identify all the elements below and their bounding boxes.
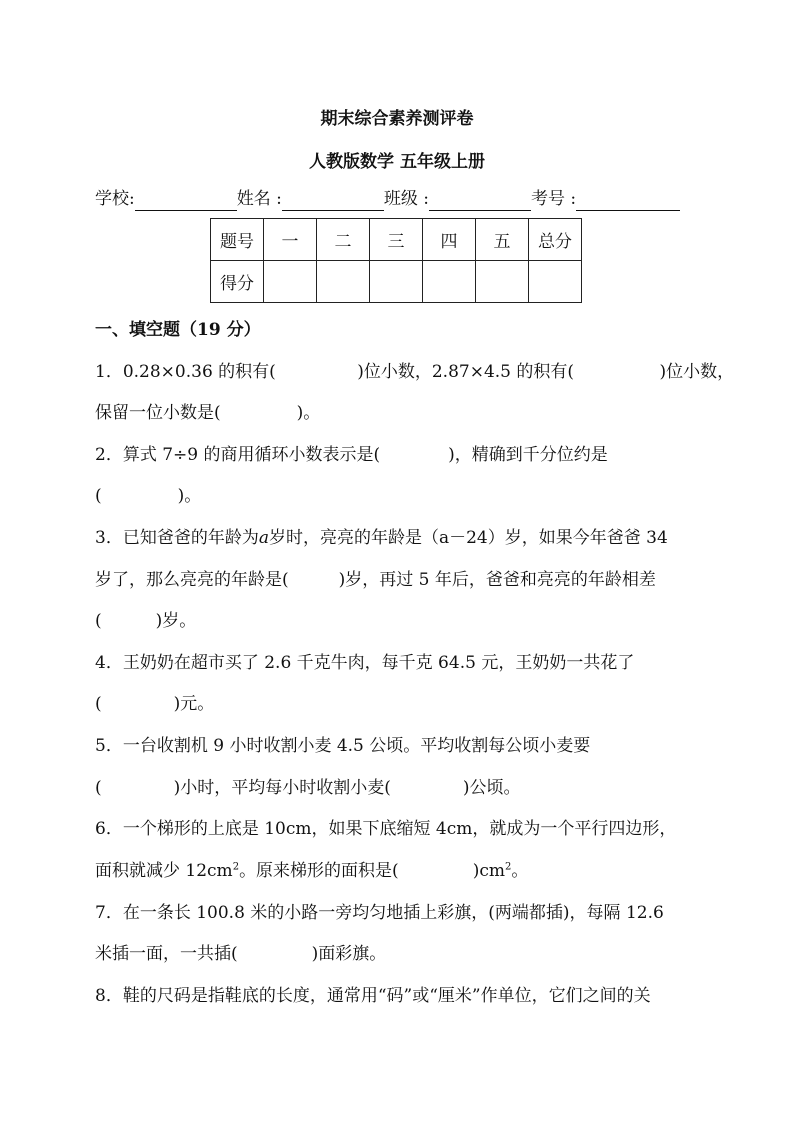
q2-text-a: 2．算式 7÷9 的商用循环小数表示是(: [95, 445, 381, 465]
student-info-row: [95, 187, 705, 211]
question-3-line-3: [95, 606, 196, 631]
question-7-line-2: [95, 939, 386, 964]
q3-text-e: (: [95, 611, 102, 631]
name-field: [237, 187, 384, 211]
q1-text-b: )位小数，2.87×4.5 的积有(: [357, 362, 575, 382]
class-label: 班级 :: [383, 189, 430, 209]
q3-variable: a: [258, 528, 269, 548]
question-8-line-1: 8．鞋的尺码是指鞋底的长度，通常用“码”或“厘米”作单位，它们之间的关: [95, 986, 651, 1006]
q3-text-f: )岁。: [155, 611, 197, 631]
class-blank[interactable]: [429, 190, 531, 211]
q6-superscript-2: 2: [504, 861, 512, 873]
q5-text-a: (: [95, 778, 102, 798]
question-2-line-1: [95, 440, 608, 465]
question-3-line-1: [95, 523, 668, 548]
question-3-line-2: [95, 565, 656, 590]
q4-text-a: (: [95, 694, 102, 714]
header-cell-3: 三: [370, 219, 423, 261]
q6-text-b: 。原来梯形的面积是(: [239, 861, 399, 881]
score-table: [210, 218, 582, 303]
q1-text-c: )位小数，: [659, 362, 735, 382]
q3-text-c: 岁了，那么亮亮的年龄是(: [95, 570, 289, 590]
header-cell-1: 一: [264, 219, 317, 261]
score-table-score-row: [211, 261, 582, 303]
q2-text-b: )，精确到千分位约是: [448, 445, 608, 465]
question-1-line-1: [95, 357, 735, 382]
q7-text-a: 米插一面，一共插(: [95, 944, 238, 964]
score-row-label: 得分: [211, 261, 264, 303]
q3-text-a: 3．已知爸爸的年龄为: [95, 528, 259, 548]
q1-text-e: )。: [296, 403, 321, 423]
q3-text-d: )岁，再过 5 年后，爸爸和亮亮的年龄相差: [338, 570, 656, 590]
q6-text-d: 。: [511, 861, 529, 881]
header-cell-2: 二: [317, 219, 370, 261]
q2-text-c: (: [95, 486, 102, 506]
q5-text-b: )小时，平均每小时收割小麦(: [173, 778, 391, 798]
q1-text-d: 保留一位小数是(: [95, 403, 221, 423]
section-1-heading: 一、填空题（19 分）: [95, 320, 261, 340]
header-cell-question-no: 题号: [211, 219, 264, 261]
exam-subtitle: 人教版数学 五年级上册: [309, 152, 485, 172]
school-label: 学校:: [95, 189, 135, 209]
score-cell[interactable]: [423, 261, 476, 303]
question-5-line-1: 5．一台收割机 9 小时收割小麦 4.5 公顷。平均收割每公顷小麦要: [95, 736, 591, 756]
score-cell[interactable]: [476, 261, 529, 303]
header-cell-total: 总分: [529, 219, 582, 261]
class-field: [384, 187, 531, 211]
q4-text-b: )元。: [173, 694, 215, 714]
school-blank[interactable]: [135, 190, 237, 211]
header-cell-4: 四: [423, 219, 476, 261]
score-cell[interactable]: [529, 261, 582, 303]
question-7-line-1: 7．在一条长 100.8 米的小路一旁均匀地插上彩旗，(两端都插)，每隔 12.6: [95, 903, 664, 923]
question-4-line-2: [95, 689, 214, 714]
question-2-line-2: [95, 481, 201, 506]
exam-number-blank[interactable]: [576, 190, 680, 211]
question-5-line-2: [95, 773, 521, 798]
exam-number-field: [531, 187, 680, 211]
score-table-header-row: [211, 219, 582, 261]
q6-text-a: 面积就减少 12cm: [95, 861, 233, 881]
header-cell-5: 五: [476, 219, 529, 261]
q1-text-a: 1．0.28×0.36 的积有(: [95, 362, 276, 382]
q5-text-c: )公顷。: [462, 778, 521, 798]
score-cell[interactable]: [317, 261, 370, 303]
q7-text-b: )面彩旗。: [311, 944, 387, 964]
question-4-line-1: 4．王奶奶在超市买了 2.6 千克牛肉，每千克 64.5 元，王奶奶一共花了: [95, 653, 635, 673]
question-1-line-2: [95, 398, 320, 423]
q3-text-b: 岁时，亮亮的年龄是（a－24）岁，如果今年爸爸 34: [268, 528, 668, 548]
name-blank[interactable]: [282, 190, 384, 211]
school-field: [95, 187, 237, 211]
score-cell[interactable]: [370, 261, 423, 303]
exam-title: 期末综合素养测评卷: [320, 109, 474, 129]
q2-text-d: )。: [177, 486, 202, 506]
question-6-line-2: [95, 856, 528, 881]
name-label: 姓名 :: [236, 189, 282, 209]
exam-number-label: 考号 :: [531, 189, 577, 209]
q6-superscript-1: 2: [232, 861, 240, 873]
question-6-line-1: 6．一个梯形的上底是 10cm，如果下底缩短 4cm，就成为一个平行四边形，: [95, 819, 677, 839]
score-cell[interactable]: [264, 261, 317, 303]
q6-text-c: )cm: [472, 861, 505, 881]
